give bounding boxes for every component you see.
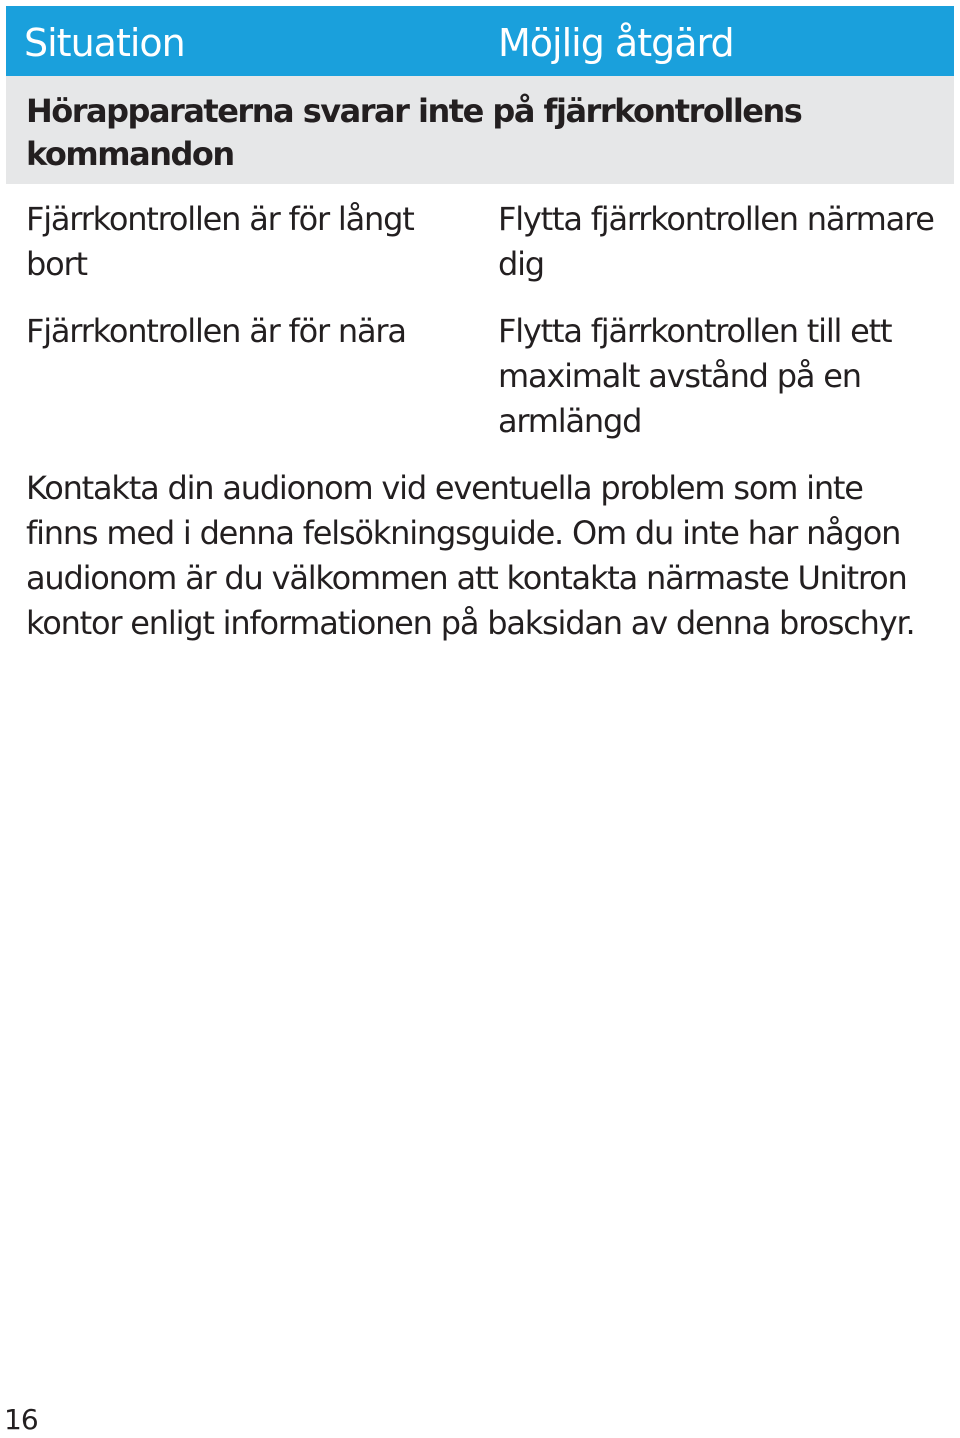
contact-note-paragraph: Kontakta din audionom vid eventuella problem som inte finns med i denna felsökningsguide. Om du inte har någon audionom är du välkommen att kontakta närmaste Unitron kontor enligt informationen på baksidan av denna broschyr. <box>26 469 915 642</box>
table-row-1-action: Flytta fjärrkontrollen närmare dig <box>498 200 934 283</box>
page-number: 16 <box>4 1403 38 1436</box>
section-title: Hörapparaterna svarar inte på fjärrkontrollens kommandon <box>26 92 802 173</box>
table-row-2-situation: Fjärrkontrollen är för nära <box>26 312 406 350</box>
table-row-2-action: Flytta fjärrkontrollen till ett maximalt avstånd på en armlängd <box>498 312 892 440</box>
table-row-1-situation: Fjärrkontrollen är för långt bort <box>26 200 414 283</box>
column-header-action: Möjlig åtgärd <box>498 21 734 65</box>
column-header-situation: Situation <box>24 21 185 65</box>
